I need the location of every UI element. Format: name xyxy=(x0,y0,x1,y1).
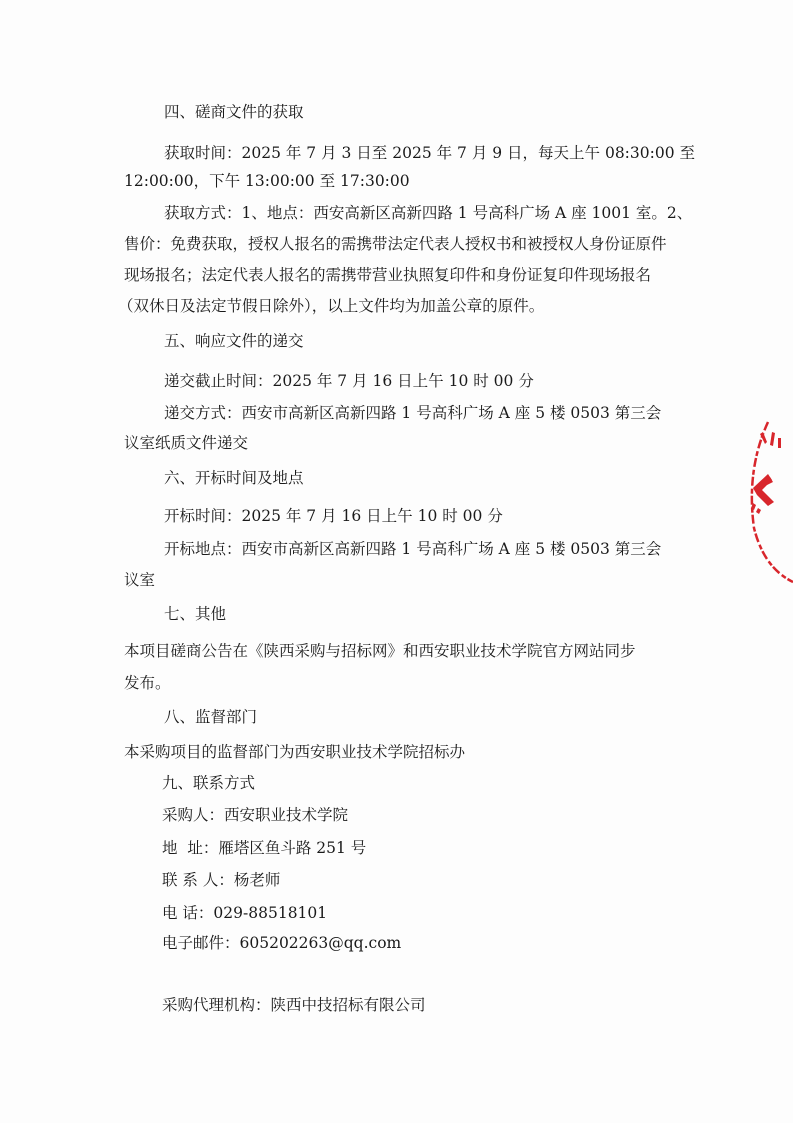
official-seal xyxy=(738,410,793,585)
email: 电子邮件：605202263@qq.com xyxy=(162,934,402,952)
submission-method-line-2: 议室纸质文件递交 xyxy=(124,434,249,452)
section-8-heading: 八、监督部门 xyxy=(164,708,258,726)
acquisition-method-line-4: （双休日及法定节假日除外），以上文件均为加盖公章的原件。 xyxy=(118,297,545,315)
procurement-agency: 采购代理机构：陕西中技招标有限公司 xyxy=(162,996,426,1014)
acquisition-method-line-2: 售价：免费获取，授权人报名的需携带法定代表人授权书和被授权人身份证原件 xyxy=(124,235,667,253)
opening-place-line-1: 开标地点：西安市高新区高新四路 1 号高科广场 A 座 5 楼 0503 第三会 xyxy=(164,540,662,558)
other-text-line-2: 发布。 xyxy=(124,674,171,692)
opening-time: 开标时间：2025 年 7 月 16 日上午 10 时 00 分 xyxy=(164,507,503,525)
other-text-line-1: 本项目磋商公告在《陕西采购与招标网》和西安职业技术学院官方网站同步 xyxy=(124,642,636,660)
section-6-heading: 六、开标时间及地点 xyxy=(164,469,304,487)
acquisition-method-line-1: 获取方式：1、地点：西安高新区高新四路 1 号高科广场 A 座 1001 室。2、 xyxy=(164,204,693,222)
acquisition-time-line-2: 12:00:00，下午 13:00:00 至 17:30:00 xyxy=(124,172,410,190)
supervision-text: 本采购项目的监督部门为西安职业技术学院招标办 xyxy=(124,743,466,761)
acquisition-method-line-3: 现场报名；法定代表人报名的需携带营业执照复印件和身份证复印件现场报名 xyxy=(124,266,652,284)
purchaser: 采购人：西安职业技术学院 xyxy=(162,806,349,824)
section-5-heading: 五、响应文件的递交 xyxy=(164,332,304,350)
contact-person: 联 系 人：杨老师 xyxy=(162,871,281,889)
phone: 电 话：029-88518101 xyxy=(162,904,328,922)
acquisition-time-line-1: 获取时间：2025 年 7 月 3 日至 2025 年 7 月 9 日，每天上午 08:30:00 至 xyxy=(164,144,696,162)
address: 地 址：雁塔区鱼斗路 251 号 xyxy=(162,839,367,857)
submission-deadline: 递交截止时间：2025 年 7 月 16 日上午 10 时 00 分 xyxy=(164,372,534,390)
section-7-heading: 七、其他 xyxy=(164,605,227,623)
section-4-heading: 四、磋商文件的获取 xyxy=(164,103,304,121)
opening-place-line-2: 议室 xyxy=(124,571,156,589)
section-9-heading: 九、联系方式 xyxy=(162,774,256,792)
submission-method-line-1: 递交方式：西安市高新区高新四路 1 号高科广场 A 座 5 楼 0503 第三会 xyxy=(164,404,662,422)
